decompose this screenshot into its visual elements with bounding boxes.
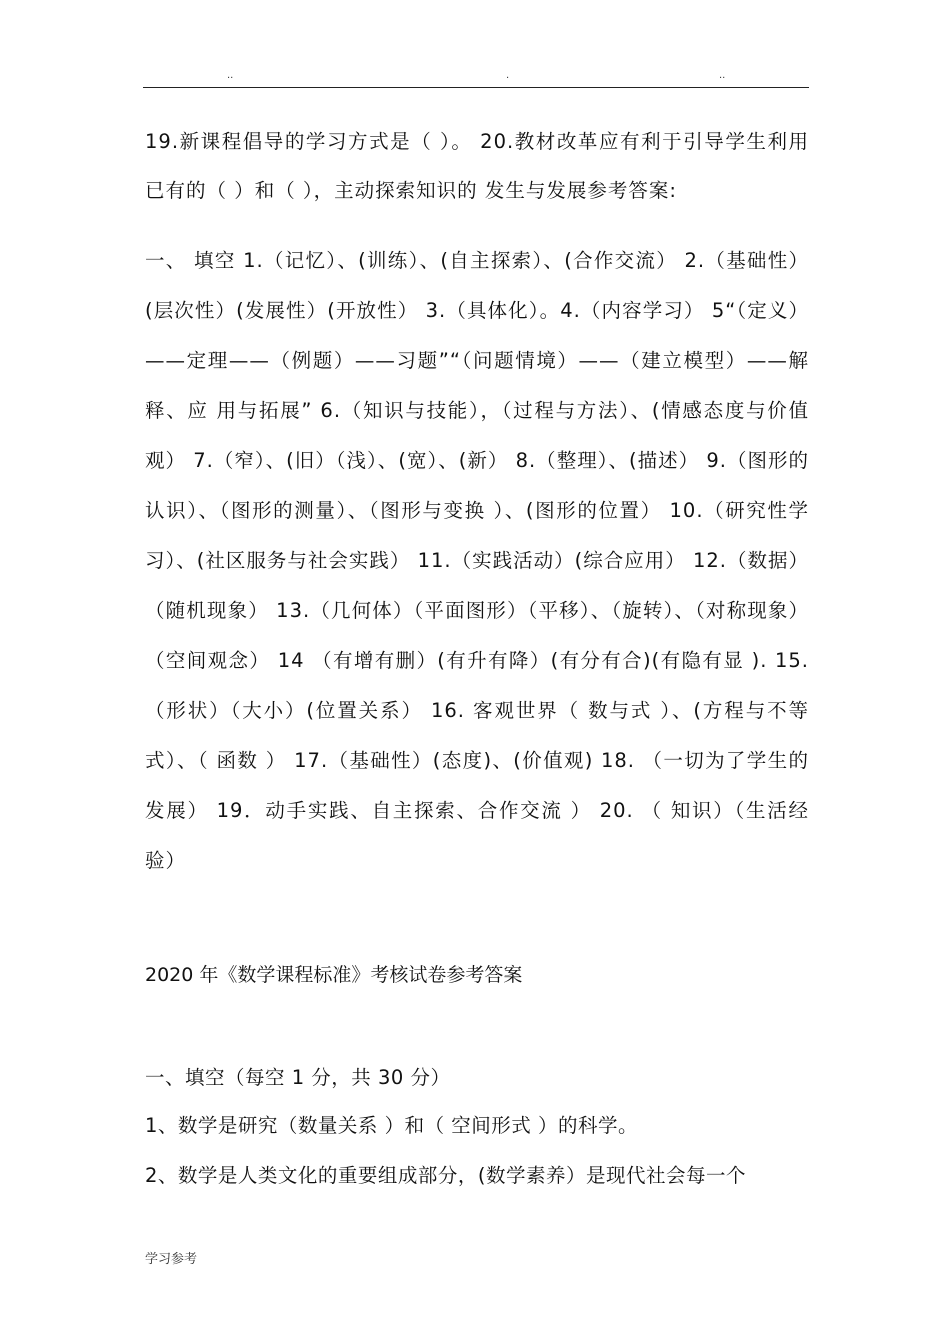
- header-mark-left: ..: [227, 70, 234, 81]
- question-item-2: 2、数学是人类文化的重要组成部分，(数学素养）是现代社会每一个: [145, 1164, 747, 1187]
- page-header: [143, 70, 809, 88]
- section-heading: 一、填空（每空 1 分，共 30 分）: [145, 1066, 451, 1089]
- header-rule: [143, 87, 809, 88]
- header-mark-right: ..: [719, 70, 726, 81]
- page-footer: 学习参考: [145, 1252, 198, 1267]
- answers-paragraph: 一、 填空 1.（记忆）、(训练）、(自主探索）、(合作交流） 2.（基础性）(层次性）(发展性）(开放性） 3.（具体化）。4.（内容学习） 5“（定义）——定理——（例题）——习题”“（问题情境）——（建立模型）——解释、应 用与拓展” 6.（知识与技能），（过程与方法）、(情感态度与价值观） 7.（窄）、(旧）（浅）、(宽）、(新） 8.（整理）、(描述） 9.（图形的认识）、（图形的测量）、（图形与变换 ）、(图形的位置） 10.（研究性学习）、(社区服务与社会实践） 11.（实践活动）(综合应用） 12.（数据）（随机现象） 13.（几何体）（平面图形）（平移）、（旋转）、（对称现象）（空间观念） 14 （有增有删）(有升有降）(有分有合)(有隐有显 ). 15. （形状）（大小）(位置关系） 16. 客观世界（ 数与式 ）、(方程与不等式）、（ 函数 ） 17.（基础性）(态度)、(价值观) 18. （一切为了学生的发展） 19．动手实践、自主探索、合作交流 ） 20. （ 知识）（生活经验）: [145, 249, 809, 872]
- header-mark-center: .: [506, 70, 510, 81]
- question-item-1: 1、数学是研究（数量关系 ）和（ 空间形式 ）的科学。: [145, 1114, 639, 1137]
- question-19-20-paragraph: 19.新课程倡导的学习方式是（ ）。 20.教材改革应有利于引导学生利用已有的（ ）和（ ），主动探索知识的 发生与发展参考答案:: [145, 130, 809, 202]
- exam-title: 2020 年《数学课程标准》考核试卷参考答案: [145, 964, 523, 986]
